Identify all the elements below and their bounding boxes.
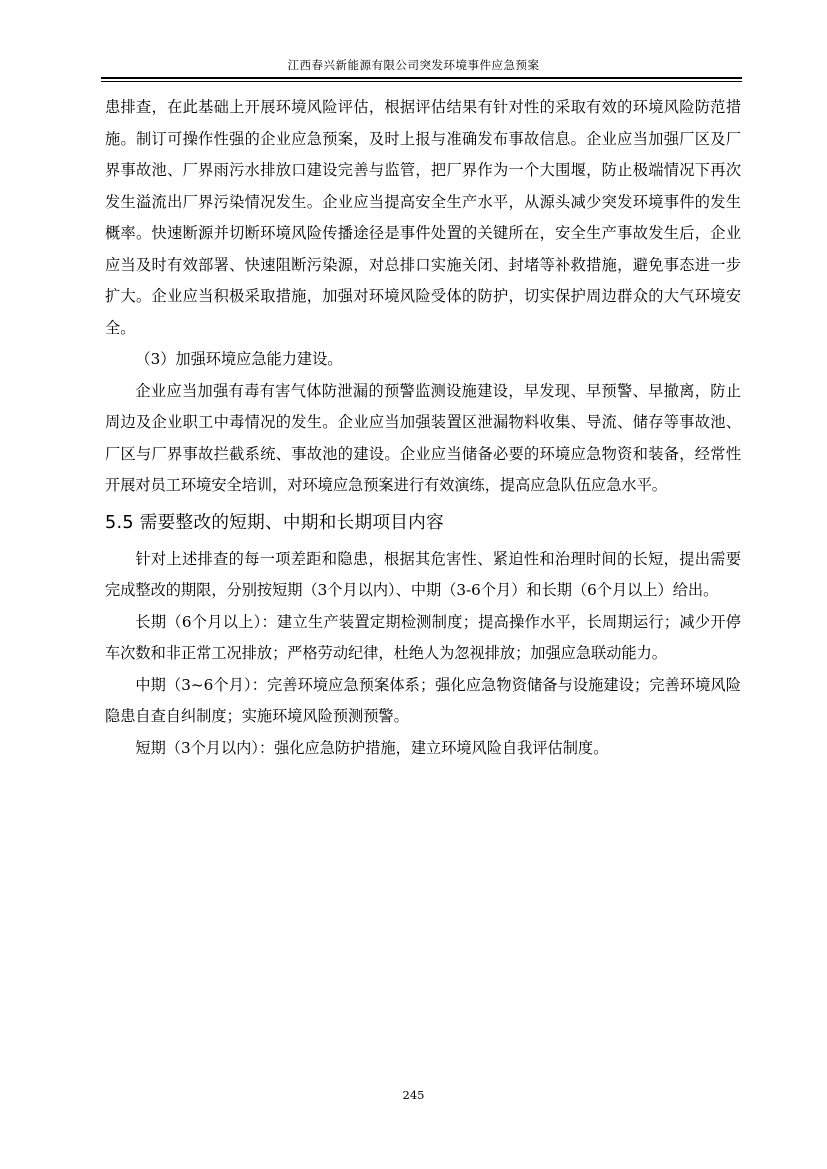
body-content	[105, 92, 741, 764]
page-header-title: 江西春兴新能源有限公司突发环境事件应急预案	[287, 58, 540, 72]
paragraph: 企业应当加强有毒有害气体防泄漏的预警监测设施建设，早发现、早预警、早撤离，防止周边及企业职工中毒情况的发生。企业应当加强装置区泄漏物料收集、导流、储存等事故池、厂区与厂界事故拦截系统、事故池的建设。企业应当储备必要的环境应急物资和装备，经常性开展对员工环境安全培训，对环境应急预案进行有效演练，提高应急队伍应急水平。	[105, 381, 741, 494]
section-heading: 5.5 需要整改的短期、中期和长期项目内容	[105, 512, 444, 533]
paragraph-subheading: （3）加强环境应急能力建设。	[135, 350, 343, 368]
header-divider-thick	[101, 77, 742, 79]
paragraph-long-term: 长期（6个月以上）：建立生产装置定期检测制度；提高操作水平，长周期运行；减少开停车次数和非正常工况排放；严格劳动纪律，杜绝人为忽视排放；加强应急联动能力。	[105, 612, 741, 662]
paragraph-mid-term: 中期（3~6个月）：完善环境应急预案体系；强化应急物资储备与设施建设；完善环境风险隐患自查自纠制度；实施环境风险预测预警。	[105, 675, 741, 725]
header-divider-thin	[101, 81, 742, 82]
paragraph: 针对上述排查的每一项差距和隐患，根据其危害性、紧迫性和治理时间的长短，提出需要完成整改的期限，分别按短期（3个月以内）、中期（3-6个月）和长期（6个月以上）给出。	[105, 549, 741, 599]
paragraph-short-term: 短期（3个月以内）：强化应急防护措施，建立环境风险自我评估制度。	[135, 738, 609, 757]
paragraph-continued: 患排查，在此基础上开展环境风险评估，根据评估结果有针对性的采取有效的环境风险防范措施。制订可操作性强的企业应急预案，及时上报与准确发布事故信息。企业应当加强厂区及厂界事故池、厂界雨污水排放口建设完善与监管，把厂界作为一个大围堰，防止极端情况下再次发生溢流出厂界污染情况发生。企业应当提高安全生产水平，从源头减少突发环境事件的发生概率。快速断源并切断环境风险传播途径是事件处置的关键所在，安全生产事故发生后，企业应当及时有效部署、快速阻断污染源，对总排口实施关闭、封堵等补救措施，避免事态进一步扩大。企业应当积极采取措施，加强对环境风险受体的防护，切实保护周边群众的大气环境安全。	[105, 98, 741, 337]
page-number: 245	[402, 1088, 425, 1102]
